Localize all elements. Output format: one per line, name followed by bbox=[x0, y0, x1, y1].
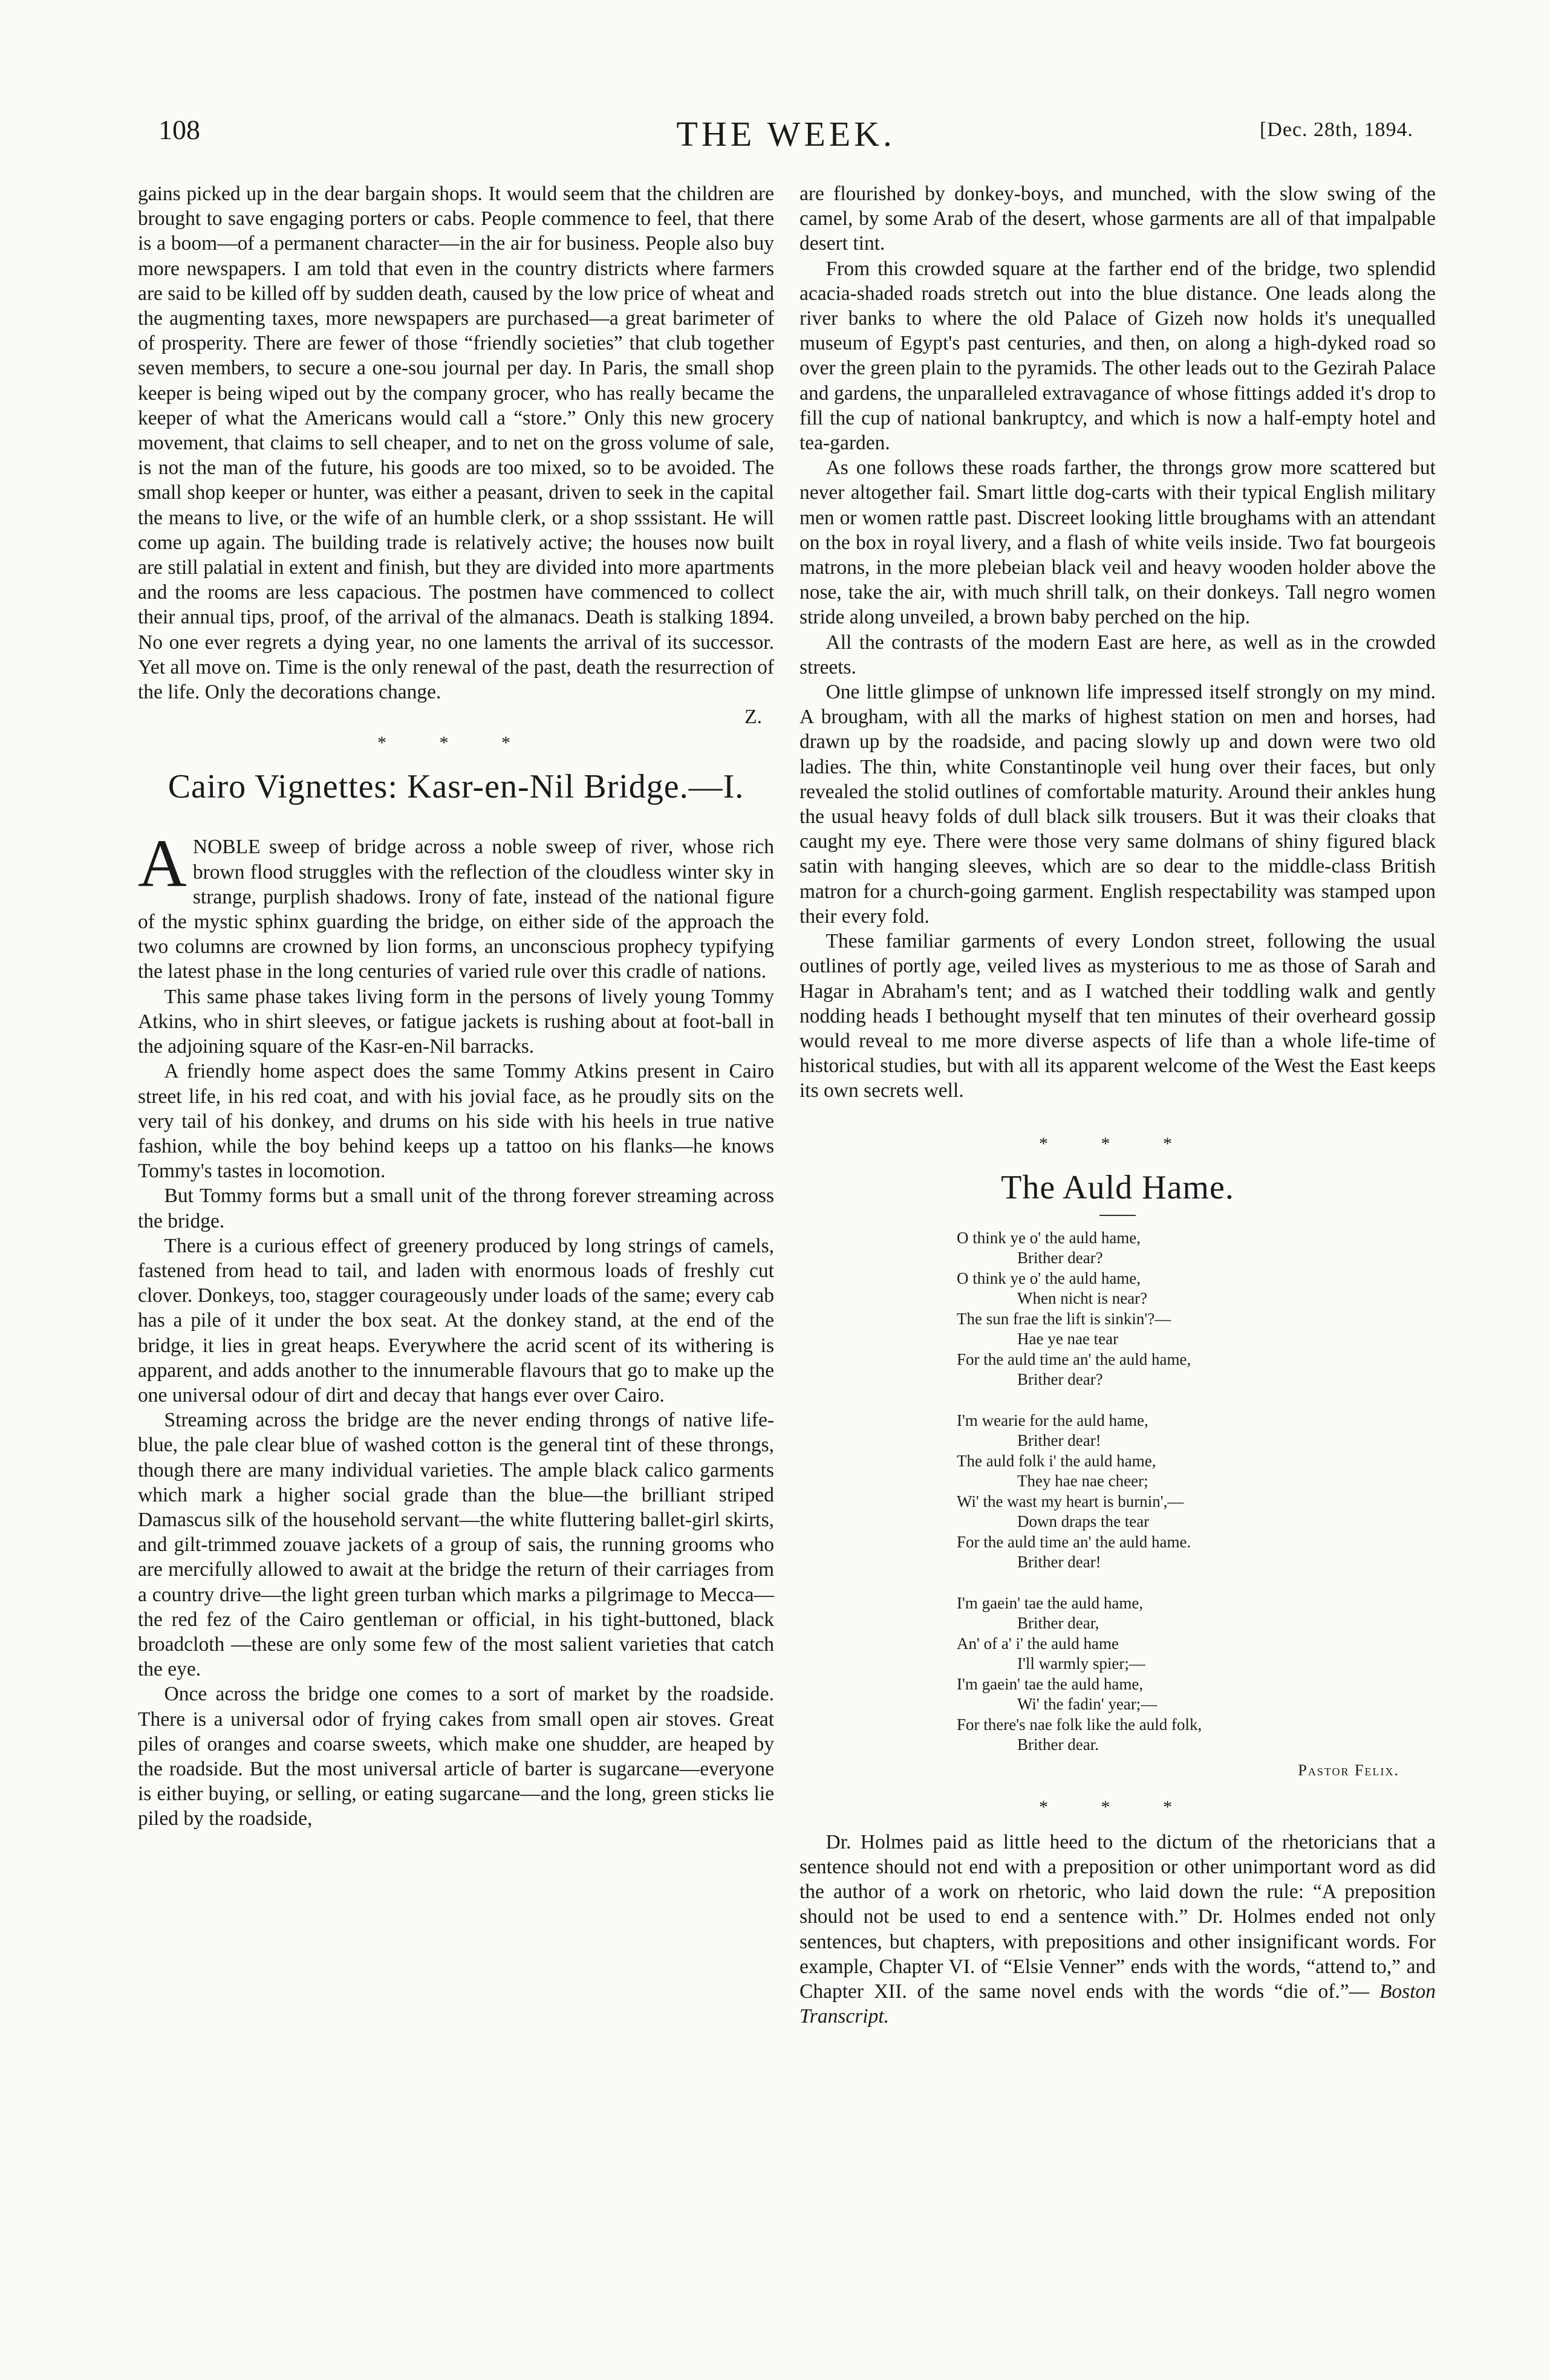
article-paragraph: are flourished by donkey-boys, and munched, with the slow swing of the camel, by some Arab of the desert, whose garments are all of that impalpable desert tint. bbox=[799, 183, 1436, 255]
article-paragraph: Once across the bridge one comes to a sort of market by the roadside. There is a universal odor of frying cakes from small open air stoves. Great piles of oranges and coarse sweets, which make one shudder, are heaped by the roadside. But the most universal article of barter is sugarcane—everyone is either buying, or selling, or eating sugarcane—and the long, green sticks lie piled by the roadside, bbox=[138, 1683, 774, 1830]
drop-cap: A bbox=[138, 826, 187, 902]
article-paragraph bbox=[138, 826, 774, 984]
holmes-paragraph-text: Dr. Holmes paid as little heed to the dictum of the rhetoricians that a sentence should not end with a preposition or other unimportant word as did the author of a work on rhetoric, who laid down the rule: “A preposition should not be used to end a sentence with.” Dr. Holmes ended not only sentences, but chapters, with prepositions and other insignificant words. For example, Chapter VI. of “Elsie Venner” ends with the words, “attend to,” and Chapter XII. of the same novel ends with the words “die of.”— bbox=[799, 1830, 1436, 2003]
article-title: Cairo Vignettes: Kasr-en-Nil Bridge.—I. bbox=[168, 768, 744, 806]
poem-line: I'm gaein' tae the auld hame, bbox=[957, 1593, 1144, 1612]
article-paragraph: From this crowded square at the farther end of the bridge, two splendid acacia-shaded roads stretch out into the blue distance. One leads along the river banks to where the old Palace of Gizeh now holds it's unequalled museum of Egypt's past centuries, and then, on along a high-dyked road so over the green plain to the pyramids. The other leads out to the Gezirah Palace and gardens, the unparalleled extravagance of whose fittings added it's drop to fill the cup of national bankruptcy, and which is now a half-empty hotel and tea-garden. bbox=[799, 257, 1436, 455]
poem-line: Brither dear! bbox=[1017, 1553, 1101, 1572]
source-citation: Boston Transcript. bbox=[799, 1980, 1436, 2028]
poem-line: Brither dear, bbox=[1017, 1614, 1099, 1633]
page-number: 108 bbox=[158, 114, 200, 145]
section-separator: * * * bbox=[377, 733, 535, 753]
poem-line: Brither dear. bbox=[1017, 1735, 1099, 1754]
poem-line: Wi' the wast my heart is burnin',— bbox=[957, 1492, 1184, 1510]
article-paragraph: A friendly home aspect does the same Tommy Atkins present in Cairo street life, in his red coat, and with his jovial face, as he proudly sits on the very tail of his donkey, and drums on his side with his heels in true native fashion, while the boy behind keeps up a tattoo on his flanks—he knows Tommy's tastes in locomotion. bbox=[138, 1060, 774, 1183]
poem bbox=[957, 1228, 1436, 1755]
poem-line: O think ye o' the auld hame, bbox=[957, 1269, 1141, 1287]
right-column bbox=[799, 181, 1436, 2029]
poem-signature: Pastor Felix. bbox=[1298, 1761, 1399, 1779]
poem-line: I'll warmly spier;— bbox=[1017, 1654, 1145, 1673]
holmes-paragraph bbox=[799, 1830, 1436, 2029]
poem-line: When nicht is near? bbox=[1017, 1289, 1148, 1308]
article-paragraph-text: NOBLE sweep of bridge across a noble sweep of river, whose rich brown flood struggles with the reflection of the cloudless winter sky in strange, purplish shadows. Irony of fate, instead of the national figure of the mystic sphinx guarding the bridge, on either side of the approach the two columns are crowned by lion forms, an unconscious prophecy typifying the latest phase in the long centuries of varied rule over this cradle of nations. bbox=[138, 836, 774, 983]
section-separator: * * * bbox=[1039, 1796, 1196, 1817]
poem-line: An' of a' i' the auld hame bbox=[957, 1634, 1119, 1653]
poem-line: Wi' the fadin' year;— bbox=[1017, 1695, 1158, 1714]
article-paragraph: These familiar garments of every London street, following the usual outlines of portly age, veiled lives as mysterious to me as those of Sarah and Hagar in Abraham's tent; and as I watched their toddling walk and gently nodding heads I bethought myself that ten minutes of their overheard gossip would reveal to me more diverse aspects of life than a whole life-time of historical studies, but with all its apparent welcome of the West the East keeps its own secrets well. bbox=[799, 930, 1436, 1102]
left-column bbox=[138, 181, 774, 1832]
poem-line: The sun frae the lift is sinkin'?— bbox=[957, 1309, 1171, 1328]
poem-line: Hae ye nae tear bbox=[1017, 1330, 1119, 1348]
stanza-gap bbox=[957, 1390, 1436, 1411]
poem-line: For there's nae folk like the auld folk, bbox=[957, 1715, 1202, 1734]
article-paragraph: This same phase takes living form in the persons of lively young Tommy Atkins, who in shirt sleeves, or fatigue jackets is rushing about at foot-ball in the adjoining square of the Kasr-en-Nil barracks. bbox=[138, 985, 774, 1058]
poem-line: Brither dear? bbox=[1017, 1370, 1103, 1389]
poem-line: For the auld time an' the auld hame, bbox=[957, 1350, 1191, 1368]
article-paragraph: Streaming across the bridge are the never ending throngs of native life-blue, the pale clear blue of washed cotton is the general tint of these throngs, though there are many individual varieties. The ample black calico garments which mark a higher social grade than the blue—the brilliant striped Damascus silk of the household servant—the white fluttering ballet-girl skirts, and gilt-trimmed zouave jackets of a group of sais, the running grooms who are mercifully allowed to await at the bridge the return of their carriages from a country drive—the light green turban which marks a pilgrimage to Mecca—the red fez of the Cairo gentleman or official, in his tight-buttoned, black broadcloth —these are only some few of the most salient varieties that catch the eye. bbox=[138, 1409, 774, 1681]
poem-line: O think ye o' the auld hame, bbox=[957, 1228, 1141, 1247]
poem-line: Brither dear! bbox=[1017, 1431, 1101, 1450]
section-separator: * * * bbox=[1039, 1133, 1196, 1154]
poem-line: For the auld time an' the auld hame. bbox=[957, 1532, 1191, 1551]
article-paragraph: But Tommy forms but a small unit of the throng forever streaming across the bridge. bbox=[138, 1185, 774, 1232]
continuation-paragraph: gains picked up in the dear bargain shops. It would seem that the children are brought to save engaging porters or cabs. People commence to feel, that there is a boom—of a permanent character—in the air for business. People also buy more newspapers. I am told that even in the country districts where farmers are said to be killed off by sudden death, caused by the low price of wheat and the augmenting taxes, more newspapers are purchased—a great barimeter of of prosperity. There are fewer of those “friendly societies” that club together seven members, to secure a one-sou journal per day. In Paris, the small shop keeper is being wiped out by the company grocer, who has really became the keeper of what the Americans would call a “store.” Only this new grocery movement, that claims to sell cheaper, and to net on the gross volume of sale, is not the man of the future, his goods are too mixed, so to be avoided. The small shop keeper or hunter, was either a peasant, driven to seek in the capital the means to live, or the wife of an humble clerk, or a shop sssistant. He will come up again. The building trade is relatively active; the houses now built are still palatial in extent and finish, but they are divided into more apartments and the rooms are less capacious. The postmen have commenced to collect their annual tips, proof, of the arrival of the almanacs. Death is stalking 1894. No one ever regrets a dying year, no one laments the arrival of its successor. Yet all move on. Time is the only renewal of the past, death the resurrection of the life. Only the decorations change. bbox=[138, 183, 774, 704]
poem-line: The auld folk i' the auld hame, bbox=[957, 1451, 1156, 1470]
article-paragraph: There is a curious effect of greenery produced by long strings of camels, fastened from head to tail, and laden with enormous loads of freshly cut clover. Donkeys, too, stagger courageously under loads of the same; every cab has a pile of it under the box seat. At the donkey stand, at the end of the bridge, it lies in great heaps. Everywhere the acrid scent of its withering is apparent, and adds another to the innumerable flavours that go to make up the one universal odour of dirt and decay that hangs ever over Cairo. bbox=[138, 1234, 774, 1406]
article-paragraph: As one follows these roads farther, the throngs grow more scattered but never altogether fail. Smart little dog-carts with their typical English military men or women rattle past. Discreet looking little broughams with an attendant on the box in royal livery, and a flash of white veils inside. Two fat bourgeois matrons, in the more plebeian black veil and heavy wooden holder above the nose, take the air, with much shrill talk, on their donkeys. Tall negro women stride along unveiled, a brown baby perched on the hip. bbox=[799, 457, 1436, 629]
signature: Z. bbox=[744, 706, 762, 729]
issue-date: [Dec. 28th, 1894. bbox=[1259, 119, 1413, 141]
poem-line: I'm gaein' tae the auld hame, bbox=[957, 1674, 1144, 1693]
title-rule bbox=[1099, 1215, 1136, 1216]
poem-title: The Auld Hame. bbox=[1001, 1168, 1234, 1206]
page-header bbox=[158, 114, 1413, 154]
poem-line: Down draps the tear bbox=[1017, 1512, 1150, 1531]
publication-title: THE WEEK. bbox=[676, 114, 896, 154]
article-paragraph: One little glimpse of unknown life impressed itself strongly on my mind. A brougham, with all the marks of highest station on men and horses, had drawn up by the roadside, and pacing slowly up and down were two old ladies. The thin, white Constantinople veil hung over their faces, but only revealed the stolid outlines of comfortable maturity. Around their ankles hung the usual heavy folds of dull black silk trousers. But it was their cloaks that caught my eye. There were those very same dolmans of shiny figured black satin with hanging sleeves, which are so dear to the middle-class British matron for a church-going garment. English respectability was stamped upon their every fold. bbox=[799, 681, 1436, 928]
poem-line: Brither dear? bbox=[1017, 1249, 1103, 1267]
stanza-gap bbox=[957, 1573, 1436, 1593]
article-paragraph: All the contrasts of the modern East are here, as well as in the crowded streets. bbox=[799, 631, 1436, 678]
poem-line: I'm wearie for the auld hame, bbox=[957, 1411, 1148, 1429]
poem-line: They hae nae cheer; bbox=[1017, 1472, 1148, 1491]
